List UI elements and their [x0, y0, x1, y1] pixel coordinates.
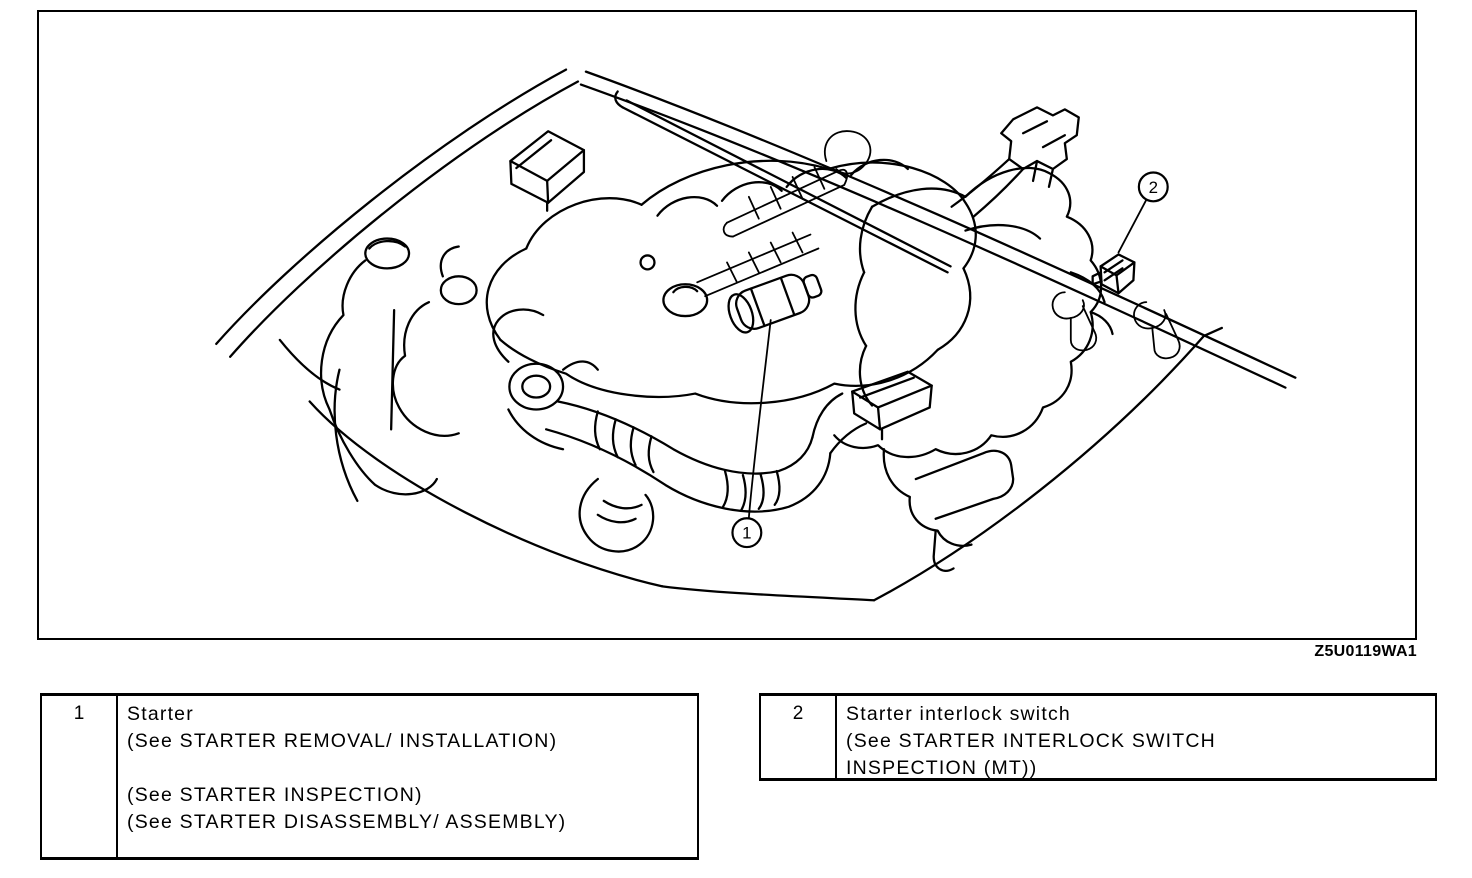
legend-2-description — [837, 696, 1435, 778]
transmission-mount-bracket — [1001, 107, 1079, 186]
legend-1-line — [127, 755, 693, 782]
figure-code: Z5U0119WA1 — [1314, 643, 1417, 660]
legend-1-description — [118, 696, 697, 857]
harness-clips — [1053, 292, 1180, 358]
starter-part — [724, 266, 826, 336]
legend-2-line: INSPECTION (MT)) — [846, 757, 1038, 778]
legend-1-line: (See STARTER DISASSEMBLY/ ASSEMBLY) — [127, 811, 567, 833]
legend-2-line: (See STARTER INTERLOCK SWITCH — [846, 730, 1216, 752]
callout-2 — [1118, 172, 1167, 252]
callout-1-leader — [749, 320, 771, 518]
legend-1-line: (See STARTER REMOVAL/ INSTALLATION) — [127, 730, 558, 752]
legend-item-interlock-switch — [759, 693, 1437, 781]
legend-1-line: (See STARTER INSPECTION) — [127, 784, 423, 806]
callout-1 — [732, 320, 770, 547]
callout-2-number: 2 — [1148, 177, 1158, 197]
washer-reservoir — [321, 239, 476, 495]
legend-2-number: 2 — [761, 696, 837, 778]
legend-item-starter — [40, 693, 699, 860]
oil-filler-cap — [663, 284, 707, 316]
legend-1-number: 1 — [42, 696, 118, 857]
engine-bay-figure — [37, 10, 1417, 640]
ignition-coil-rails — [697, 131, 870, 296]
legend-1-line: Starter — [127, 703, 194, 725]
callout-2-leader — [1118, 200, 1146, 253]
legend-2-line: Starter interlock switch — [846, 703, 1071, 725]
engine-assembly — [487, 91, 1040, 449]
air-intake-hose — [546, 394, 866, 552]
engine-bay-illustration — [39, 12, 1415, 638]
callout-1-number: 1 — [742, 523, 752, 543]
relay-box — [510, 131, 584, 210]
front-pulley — [509, 364, 563, 410]
